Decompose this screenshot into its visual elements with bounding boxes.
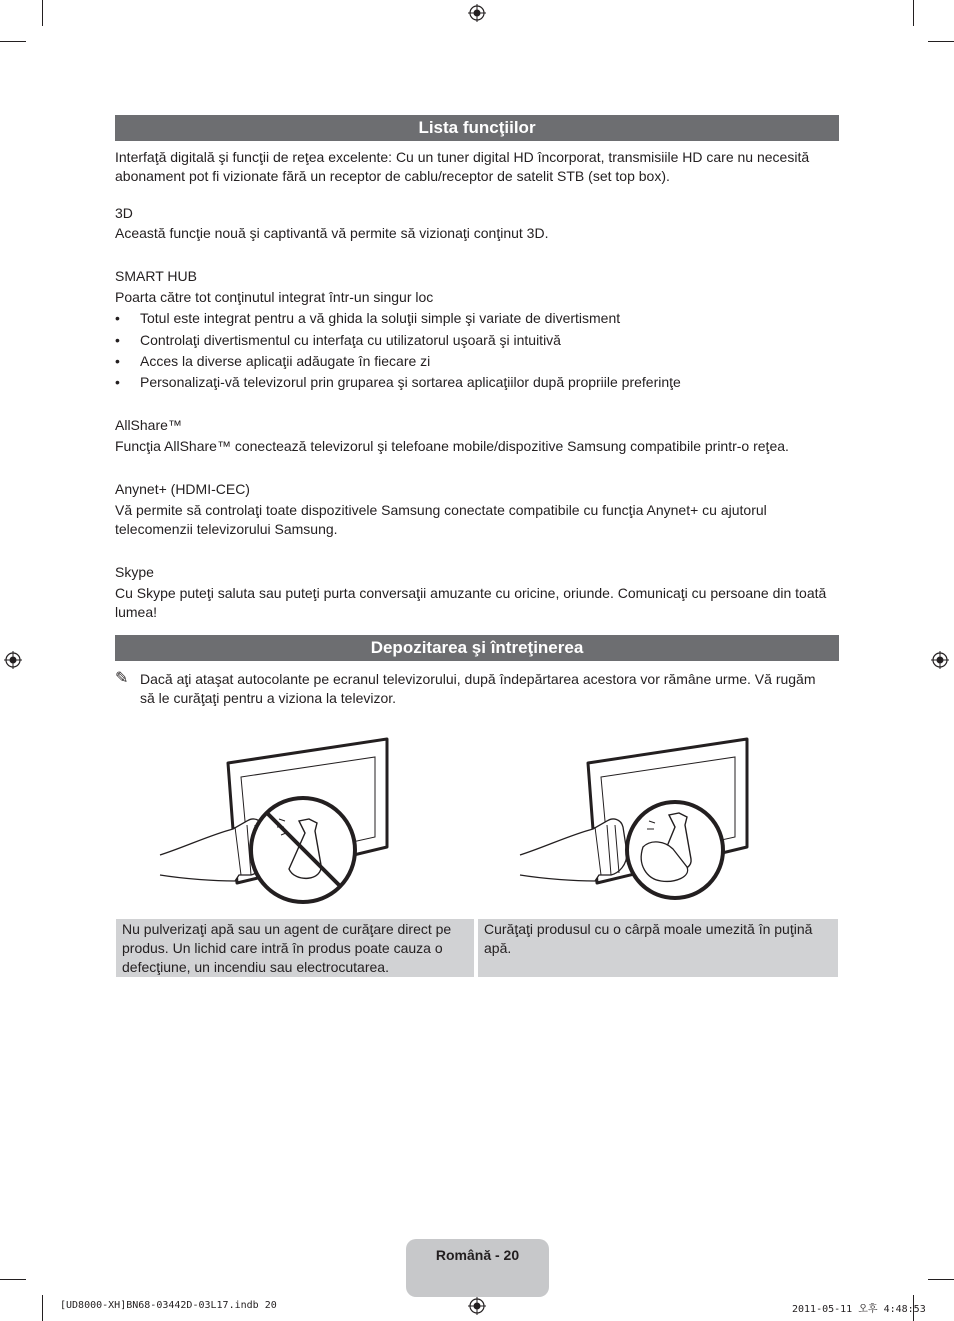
bullet-symbol: • <box>115 332 120 348</box>
bullet-symbol: • <box>115 353 120 369</box>
registration-mark-icon <box>931 651 949 669</box>
crop-mark <box>928 1279 954 1280</box>
no-spray-icon <box>155 735 395 905</box>
feature-3d-title: 3D <box>115 205 133 221</box>
crop-mark <box>0 41 26 42</box>
file-slug: [UD8000-XH]BN68-03442D-03L17.indb 20 <box>60 1300 277 1311</box>
spray-cloth-icon <box>515 735 755 905</box>
feature-skype-title: Skype <box>115 564 154 580</box>
crop-mark <box>42 1295 43 1321</box>
feature-anynet-text: Vă permite să controlaţi toate dispozitivele Samsung conectate compatibile cu funcţia Anynet+ cu ajutorul telecomenzii televizorului Samsung. <box>115 502 767 537</box>
bullet-symbol: • <box>115 310 120 326</box>
pencil-note-icon: ✎ <box>115 670 129 687</box>
intro-paragraph: Interfaţă digitală şi funcţii de reţea excelente: Cu un tuner digital HD încorporat, transmisiile HD care nu necesită abonament pot fi vizionate fără un receptor de cablu/receptor de satelit STB (set top box). <box>115 149 810 184</box>
crop-mark <box>928 41 954 42</box>
crop-mark <box>42 0 43 26</box>
section-title-features: Lista funcţiilor <box>115 115 839 141</box>
crop-mark <box>0 1279 26 1280</box>
list-item-text: Acces la diverse aplicaţii adăugate în fiecare zi <box>140 353 431 369</box>
feature-allshare-text: Funcţia AllShare™ conectează televizorul şi telefoane mobile/dispozitive Samsung compatibile printr-o reţea. <box>115 438 789 454</box>
feature-allshare-title: AllShare™ <box>115 417 182 433</box>
feature-skype-text: Cu Skype puteţi saluta sau puteţi purta conversaţii amuzante cu oricine, oriunde. Comunicaţi cu persoane din toată lumea! <box>115 585 827 620</box>
registration-mark-icon <box>468 1297 486 1315</box>
caption-left: Nu pulverizaţi apă sau un agent de curăţare direct pe produs. Un lichid care intră în produs poate cauza o defecţiune, un incendiu sau electrocutarea. <box>116 919 474 977</box>
bullet-symbol: • <box>115 374 120 390</box>
page-number-badge: Română - 20 <box>406 1239 549 1297</box>
registration-mark-icon <box>4 651 22 669</box>
feature-smarthub-text: Poarta către tot conţinutul integrat într-un singur loc <box>115 289 434 305</box>
section-title-maintenance: Depozitarea şi întreţinerea <box>115 635 839 661</box>
list-item-text: Controlaţi divertismentul cu interfaţa cu utilizatorul uşoară şi intuitivă <box>140 332 561 348</box>
note-text: Dacă aţi ataşat autocolante pe ecranul televizorului, după îndepărtarea acestora vor rămâne urme. Vă rugăm să le curăţaţi pentru a viziona la televizor. <box>140 671 816 706</box>
feature-smarthub-title: SMART HUB <box>115 268 197 284</box>
crop-mark <box>913 0 914 26</box>
caption-right: Curăţaţi produsul cu o cârpă moale umezită în puţină apă. <box>478 919 838 977</box>
feature-anynet-title: Anynet+ (HDMI-CEC) <box>115 481 250 497</box>
registration-mark-icon <box>468 4 486 22</box>
list-item-text: Totul este integrat pentru a vă ghida la soluţii simple şi variate de divertisment <box>140 310 621 326</box>
list-item-text: Personalizaţi-vă televizorul prin gruparea şi sortarea aplicaţiilor după propriile preferinţe <box>140 374 681 390</box>
print-timestamp: 2011-05-11 오후 4:48:53 <box>792 1304 926 1315</box>
feature-3d-text: Această funcţie nouă şi captivantă vă permite să vizionaţi conţinut 3D. <box>115 225 549 241</box>
